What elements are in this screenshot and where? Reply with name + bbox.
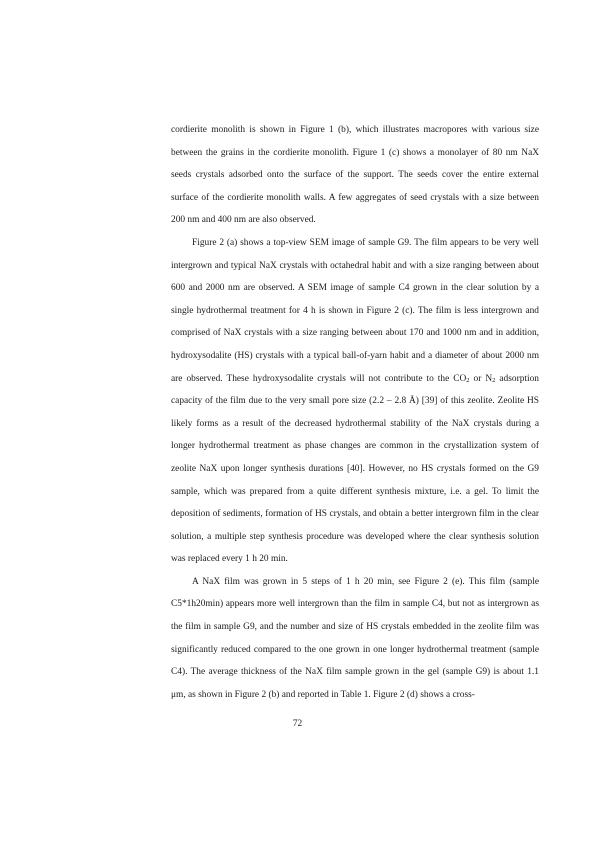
text-run: adsorption capacity of the film due to the very small pore size (2.2 – 2.8 Å) [39] of this zeolite. Zeolite HS likely forms as a result of the decreased hydrothermal stability of the NaX crystals during a longer hydrothermal treatment as phase changes are common in the crystallization system of zeolite NaX upon longer synthesis durations [40]. However, no HS crystals formed on the G9 sample, which was prepared from a quite different synthesis mixture, i.e. a gel. To limit the deposition of sediments, formation of HS crystals, and obtain a better intergrown film in the clear solution, a multiple step synthesis procedure was developed where the clear synthesis solution was replaced every 1 h 20 min.: [171, 373, 539, 565]
subscript: 2: [466, 376, 470, 384]
text-run: or N: [469, 373, 493, 384]
body-text: [171, 119, 539, 706]
paragraph-2: [171, 232, 539, 571]
text-run: Figure 2 (a) shows a top-view SEM image of sample G9. The film appears to be very well intergrown and typical NaX crystals with octahedral habit and with a size ranging between about 600 and 2000 nm are observed. A SEM image of sample C4 grown in the clear solution by a single hydrothermal treatment for 4 h is shown in Figure 2 (c). The film is less intergrown and comprised of NaX crystals with a size ranging between about 170 and 1000 nm and in addition, hydroxysodalite (HS) crystals with a typical ball-of-yarn habit and a diameter of about 2000 nm are observed. These hydroxysodalite crystals will not contribute to the CO: [171, 237, 539, 384]
paragraph-1: [171, 119, 539, 232]
page-number: 72: [292, 719, 303, 729]
text-run: cordierite monolith is shown in Figure 1 (b), which illustrates macropores with various size between the grains in the cordierite monolith. Figure 1 (c) shows a monolayer of 80 nm NaX seeds crystals adsorbed onto the surface of the support. The seeds cover the entire external surface of the cordierite monolith walls. A few aggregates of seed crystals with a size between 200 nm and 400 nm are also observed.: [171, 125, 539, 226]
text-run: A NaX film was grown in 5 steps of 1 h 20 min, see Figure 2 (e). This film (sample C5*1h20min) appears more well intergrown than the film in sample C4, but not as intergrown as the film in sample G9, and the number and size of HS crystals embedded in the zeolite film was significantly reduced compared to the one grown in one longer hydrothermal treatment (sample C4). The average thickness of the NaX film sample grown in the gel (sample G9) is about 1.1 μm, as shown in Figure 2 (b) and reported in Table 1. Figure 2 (d) shows a cross-: [171, 576, 539, 700]
subscript: 2: [492, 376, 496, 384]
paragraph-3: [171, 571, 539, 707]
